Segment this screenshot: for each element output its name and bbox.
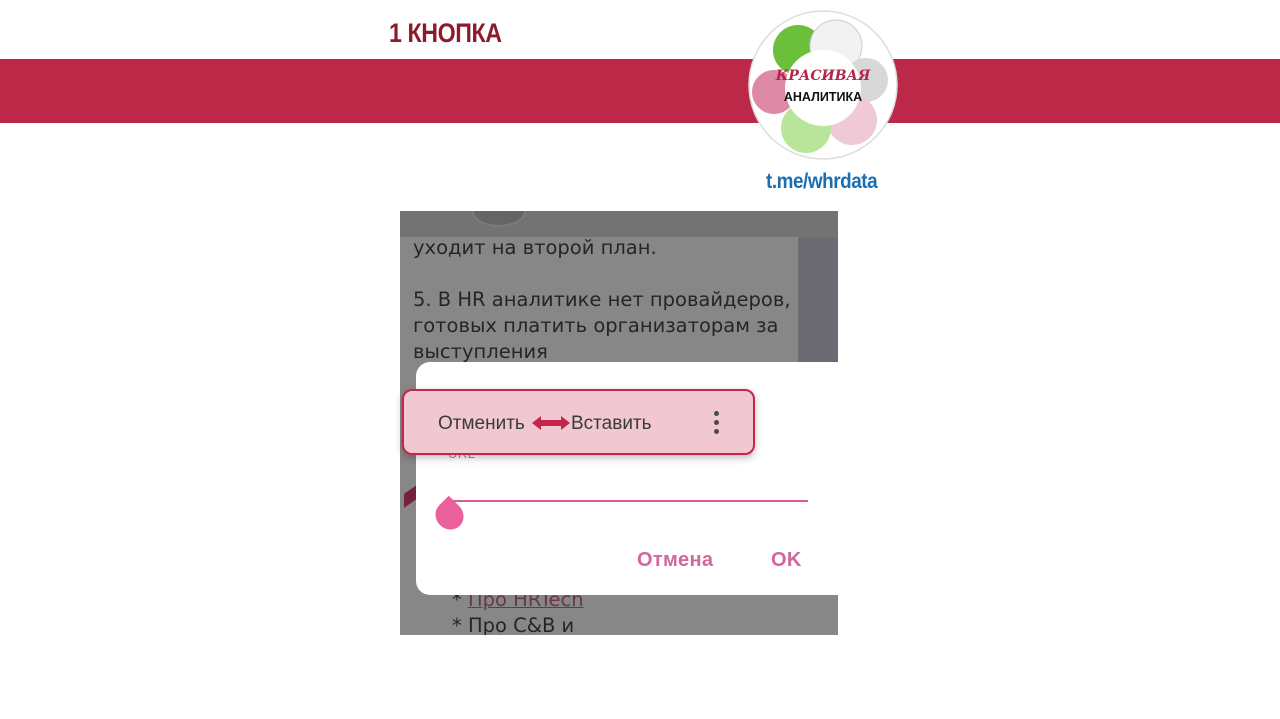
slide-title: 1 КНОПКА xyxy=(389,18,502,48)
channel-link[interactable]: t.me/whrdata xyxy=(766,170,878,193)
double-arrow-icon xyxy=(532,416,570,430)
more-vertical-icon[interactable] xyxy=(708,409,724,437)
cancel-button[interactable]: Отмена xyxy=(637,549,714,571)
url-input[interactable] xyxy=(448,500,808,502)
paste-menu-item[interactable]: Вставить xyxy=(571,413,652,434)
header-band xyxy=(0,59,1280,123)
undo-menu-item[interactable]: Отменить xyxy=(438,413,525,434)
ok-button[interactable]: OK xyxy=(771,549,802,571)
logo-text-bottom: АНАЛИТИКА xyxy=(783,90,863,104)
brand-logo xyxy=(748,10,898,160)
logo-text-top: КРАСИВАЯ xyxy=(775,68,871,84)
context-menu xyxy=(402,389,755,455)
